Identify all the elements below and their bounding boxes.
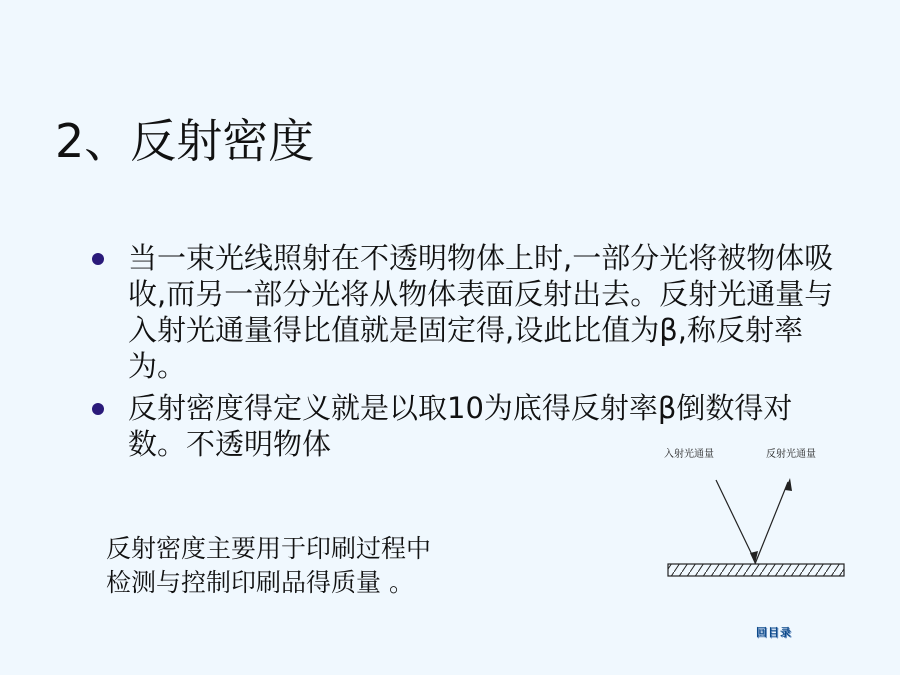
incident-flux-label: 入射光通量 (664, 449, 714, 460)
bullet-dot-icon (92, 253, 104, 265)
back-to-contents-button[interactable]: 回目录 (756, 626, 792, 639)
bullet-dot-icon (92, 403, 104, 415)
usage-note-line: 检测与控制印刷品得质量 。 (106, 568, 414, 597)
slide-title: 2、反射密度 (55, 113, 315, 168)
usage-note (106, 532, 526, 600)
bullet-list (92, 240, 842, 468)
reflected-flux-label: 反射光通量 (766, 449, 816, 460)
bullet-text: 当一束光线照射在不透明物体上时,一部分光将被物体吸收,而另一部分光将从物体表面反射出去。反射光通量与入射光通量得比值就是固定得,设此比值为β,称反射率为。 (128, 241, 834, 383)
usage-note-line: 反射密度主要用于印刷过程中 (106, 534, 432, 563)
opaque-surface (668, 564, 844, 576)
reflection-diagram (650, 440, 870, 590)
incident-arrowhead (750, 551, 758, 564)
incident-ray (716, 480, 755, 561)
bullet-item (92, 240, 842, 384)
reflected-arrowhead (785, 478, 792, 491)
reflected-ray (755, 482, 788, 564)
bullet-text: 反射密度得定义就是以取10为底得反射率β倒数得对数。不透明物体 (128, 391, 793, 461)
reflection-diagram-graphic (650, 440, 870, 590)
